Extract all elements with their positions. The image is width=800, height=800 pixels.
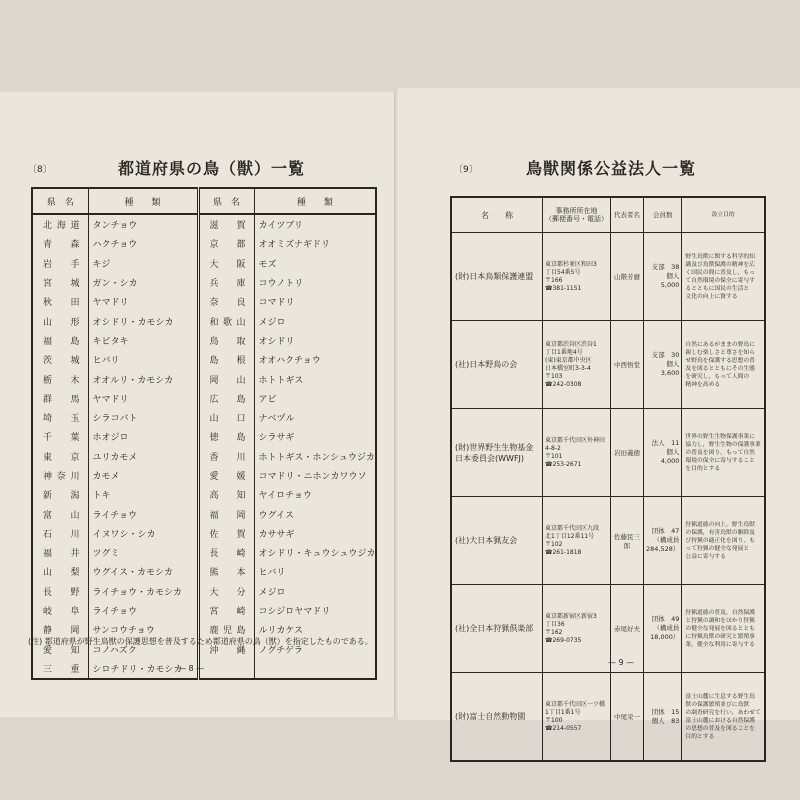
corporation-table [450,196,766,762]
prefecture-name: 東京 [32,447,88,466]
bird-name: キジ [88,254,198,273]
table-row [451,321,765,409]
corp-members: 支部 38 個人 5,000 [644,233,682,321]
bird-name: ルリカケス [258,626,304,637]
prefecture-name: 徳島 [198,427,254,446]
left-page [0,92,396,717]
bird-name: ハクチョウ [88,234,198,253]
prefecture-name: 福島 [32,331,88,350]
left-page-number: — 8 — [178,664,205,673]
corp-members: 法人 11 個人 4,000 [644,409,682,497]
prefecture-name: 鳥取 [198,331,254,350]
prefecture-name: 宮崎 [198,601,254,620]
right-section-mark: 〔9〕 [454,165,478,175]
prefecture-name: 沖縄 [198,640,254,659]
header-addr: 事務所所在地 （郵便番号・電話） [543,197,611,233]
table-row [32,331,376,350]
bird-name: キビタキ [88,331,198,350]
corp-header-row [451,197,765,233]
prefecture-name: 長野 [32,582,88,601]
header-aim: 設立目的 [682,197,765,233]
prefecture-name: 千葉 [32,427,88,446]
prefecture-name: 愛媛 [198,466,254,485]
prefecture-name: 大分 [198,582,254,601]
corp-aim: 狩猟道徳の向上，野生鳥獣 の保護，有害鳥獣の駆除及 び狩猟の適正化を図り，も って狩猟の健全な発展と 公益に寄与する [682,497,765,585]
table-row [32,254,376,273]
prefecture-name: 滋賀 [198,214,254,234]
table-row [32,408,376,427]
bird-name: ヒバリ [258,568,286,579]
bird-name: オシドリ [258,336,295,347]
bird-name: ナベヅル [258,414,295,425]
bird-name: ライチョウ [88,601,198,620]
corp-name: (財)富士自然動物園 [451,673,543,762]
prefecture-name: 群馬 [32,389,88,408]
bird-name: ガン・シカ [88,273,198,292]
prefecture-name: 茨城 [32,350,88,369]
corp-representative: 中西悟堂 [611,321,644,409]
prefecture-name: 大阪 [198,254,254,273]
table-row [32,582,376,601]
corp-aim: 野生鳥獣に関する科学的知 識及び鳥獣保護の精神を広 く国民の間に普及し，もっ て自然環境の保全に寄与す るとともに国民の生活と 文化の向上に資する [682,233,765,321]
bird-name: ホトトギス [258,375,304,386]
corp-name: (社)全日本狩猟倶楽部 [451,585,543,673]
bird-name: シラコバト [88,408,198,427]
prefecture-name: 岩手 [32,254,88,273]
table-row [451,409,765,497]
prefecture-name: 北海道 [32,214,88,234]
table-row [32,311,376,330]
bird-name: ウグイス [258,510,294,521]
corp-address: 東京都千代田区一ツ橋 1丁目1番1号 〒100 ☎214-0557 [543,673,611,762]
bird-name: コウノトリ [258,279,304,290]
table-row [32,466,376,485]
table-row [32,350,376,369]
prefecture-name: 愛知 [32,640,88,659]
bird-name: ライチョウ [88,504,198,523]
bird-name: カイツブリ [258,221,303,232]
bird-name: オオミズナギドリ [258,240,331,251]
corp-name: (社)日本野鳥の会 [451,321,543,409]
right-page-number: — 9 — [608,658,635,667]
table-row [32,524,376,543]
header-pref-left: 県 名 [32,188,88,214]
bird-name: モズ [258,259,277,270]
bird-name: イヌワシ・シカ [88,524,198,543]
corp-name: (財)世界野生生物基金 日本委員会(WWFJ) [451,409,543,497]
bird-name: オオルリ・カモシカ [88,369,198,388]
bird-name: ホトトギス・ホンシュウジカ [258,452,375,463]
table-row [32,427,376,446]
prefecture-name: 新潟 [32,485,88,504]
bird-name: ノグチゲラ [258,645,303,656]
table-row [32,543,376,562]
header-members: 会員数 [644,197,682,233]
table-row [32,447,376,466]
table-row [32,562,376,581]
corp-address: 東京都渋谷区渋谷1 丁目1番地4号 (東)東京都中央区 日本橋室町3-3-4 〒103 ☎242-0308 [543,321,611,409]
right-page-title: 鳥獣関係公益法人一覧 [526,159,697,178]
corp-members: 団体 49 （構成員 18,000） [644,585,682,673]
bird-name: トキ [88,485,198,504]
bird-name: オシドリ・カモシカ [88,311,198,330]
corp-name: (財)日本鳥類保護連盟 [451,233,543,321]
table-header-row [32,188,376,214]
header-pref-right: 県 名 [198,188,254,214]
prefecture-name: 奈良 [198,292,254,311]
prefecture-name: 宮城 [32,273,88,292]
header-name: 名 称 [451,197,543,233]
prefecture-name: 石川 [32,524,88,543]
prefecture-name: 山梨 [32,562,88,581]
prefecture-name: 岐阜 [32,601,88,620]
bird-name: シロチドリ・カモシカ [88,659,198,679]
prefecture-name: 神奈川 [32,466,88,485]
bird-name: アビ [258,394,277,405]
prefecture-name: 長崎 [198,543,254,562]
prefecture-name: 三重 [32,659,88,679]
bird-name: コシジロヤマドリ [258,607,331,618]
bird-name: コマドリ・ニホンカワウソ [258,472,367,482]
corp-name: (社)大日本猟友会 [451,497,543,585]
corp-aim: 世界の野生生物保護事業に 協力し，野生生物の保護事業 の普及を図り，もって自然 環境の保全に寄与すること を目的とする [682,409,765,497]
left-section-mark: 〔8〕 [28,165,52,175]
bird-name: オオハクチョウ [258,356,321,367]
bird-name: カモメ [88,466,198,485]
table-row [32,369,376,388]
table-row [451,497,765,585]
prefecture-name: 高知 [198,485,254,504]
bird-name [254,659,376,679]
prefecture-name [198,659,254,679]
left-page-title: 都道府県の鳥（獣）一覧 [118,159,306,178]
table-row [451,233,765,321]
prefecture-name: 山口 [198,408,254,427]
prefecture-name: 香川 [198,447,254,466]
table-row [32,601,376,620]
prefecture-name: 京都 [198,234,254,253]
corp-address: 東京都新宿区新宿3 丁目36 〒162 ☎269-0735 [543,585,611,673]
bird-name: メジロ [258,587,286,598]
corp-address: 東京都千代田区外神田 4-8-2 〒101 ☎253-2671 [543,409,611,497]
bird-name: オシドリ・キュウシュウジカ [258,549,376,560]
bird-name: シラサギ [258,433,295,444]
right-page [398,88,800,740]
prefecture-name: 福岡 [198,504,254,523]
prefecture-bird-body [32,214,376,679]
prefecture-name: 熊本 [198,562,254,581]
corp-representative: 中尾栄一 [611,673,644,762]
prefecture-name: 埼玉 [32,408,88,427]
table-row [32,273,376,292]
bird-name: メジロ [258,317,286,328]
prefecture-name: 和歌山 [198,311,254,330]
bird-name: サンコウチョウ [88,620,198,639]
table-row [32,389,376,408]
bird-name: ツグミ [88,543,198,562]
bird-name: ヤマドリ [88,389,198,408]
prefecture-name: 山形 [32,311,88,330]
prefecture-name: 秋田 [32,292,88,311]
table-row [32,485,376,504]
bird-name: ヒバリ [88,350,198,369]
bird-name: コマドリ [258,298,295,309]
corp-representative: 山階芳麿 [611,233,644,321]
bird-name: ユリカモメ [88,447,198,466]
table-row [32,292,376,311]
corp-aim: 狩猟道徳の普及，自然保護 と狩猟の調和をはかり狩猟 の健全な発展を図るととも に狩猟鳥獣の研究と繁殖事 業，健全な利用に寄与する [682,585,765,673]
corp-representative: 佐藤民三郎 [611,497,644,585]
prefecture-name: 岡山 [198,369,254,388]
corp-members: 支部 30 個人 3,600 [644,321,682,409]
corp-representative: 赤尾好夫 [611,585,644,673]
table-row [32,234,376,253]
table-row [451,673,765,762]
table-row [32,214,376,234]
prefecture-name: 青森 [32,234,88,253]
prefecture-name: 兵庫 [198,273,254,292]
corp-address: 東京都千代田区九段 北1丁目12番11号 〒102 ☎261-1818 [543,497,611,585]
corporation-body [451,233,765,762]
prefecture-name: 鹿児島 [198,620,254,639]
corp-members: 団体 47 （構成員 284,528） [644,497,682,585]
prefecture-name: 富山 [32,504,88,523]
prefecture-name: 広島 [198,389,254,408]
footnote: (注) 都道府県が野生鳥獣の保護思想を普及するため都道府県の鳥（獣）を指定したものである。 [28,637,373,646]
table-row [32,504,376,523]
corp-aim: 自然にあるがままの野鳥に 親しむ楽しさと尊さを知ら せ野鳥を保護する思想の普 及を図るとともにその生態 を研究し，もって人間の 精神を高める [682,321,765,409]
bird-name: ホオジロ [88,427,198,446]
prefecture-name: 栃木 [32,369,88,388]
prefecture-name: 福井 [32,543,88,562]
bird-name: ウグイス・カモシカ [88,562,198,581]
bird-name: ヤマドリ [88,292,198,311]
bird-name: カササギ [258,529,295,540]
header-bird-right: 種 類 [254,188,376,214]
prefecture-name: 島根 [198,350,254,369]
bird-name: タンチョウ [88,214,198,234]
corp-representative: 岩田義徳 [611,409,644,497]
bird-name: ライチョウ・カモシカ [88,582,198,601]
corp-members: 団体 15 個人 83 [644,673,682,762]
header-bird-left: 種 類 [88,188,198,214]
corp-aim: 富士山麓に生息する野生鳥 獣の保護繁殖並びに鳥獣 の調査研究を行い，あわせて 富士山麓における自然保護 の思想の普及を図ることを 目的とする [682,673,765,762]
bird-name: コノハズク [88,640,198,659]
prefecture-bird-table [31,187,377,680]
prefecture-name: 静岡 [32,620,88,639]
prefecture-name: 佐賀 [198,524,254,543]
header-rep: 代表者名 [611,197,644,233]
corp-address: 東京都杉並区和田3 丁目54番5号 〒166 ☎381-1151 [543,233,611,321]
bird-name: ヤイロチョウ [258,491,312,502]
